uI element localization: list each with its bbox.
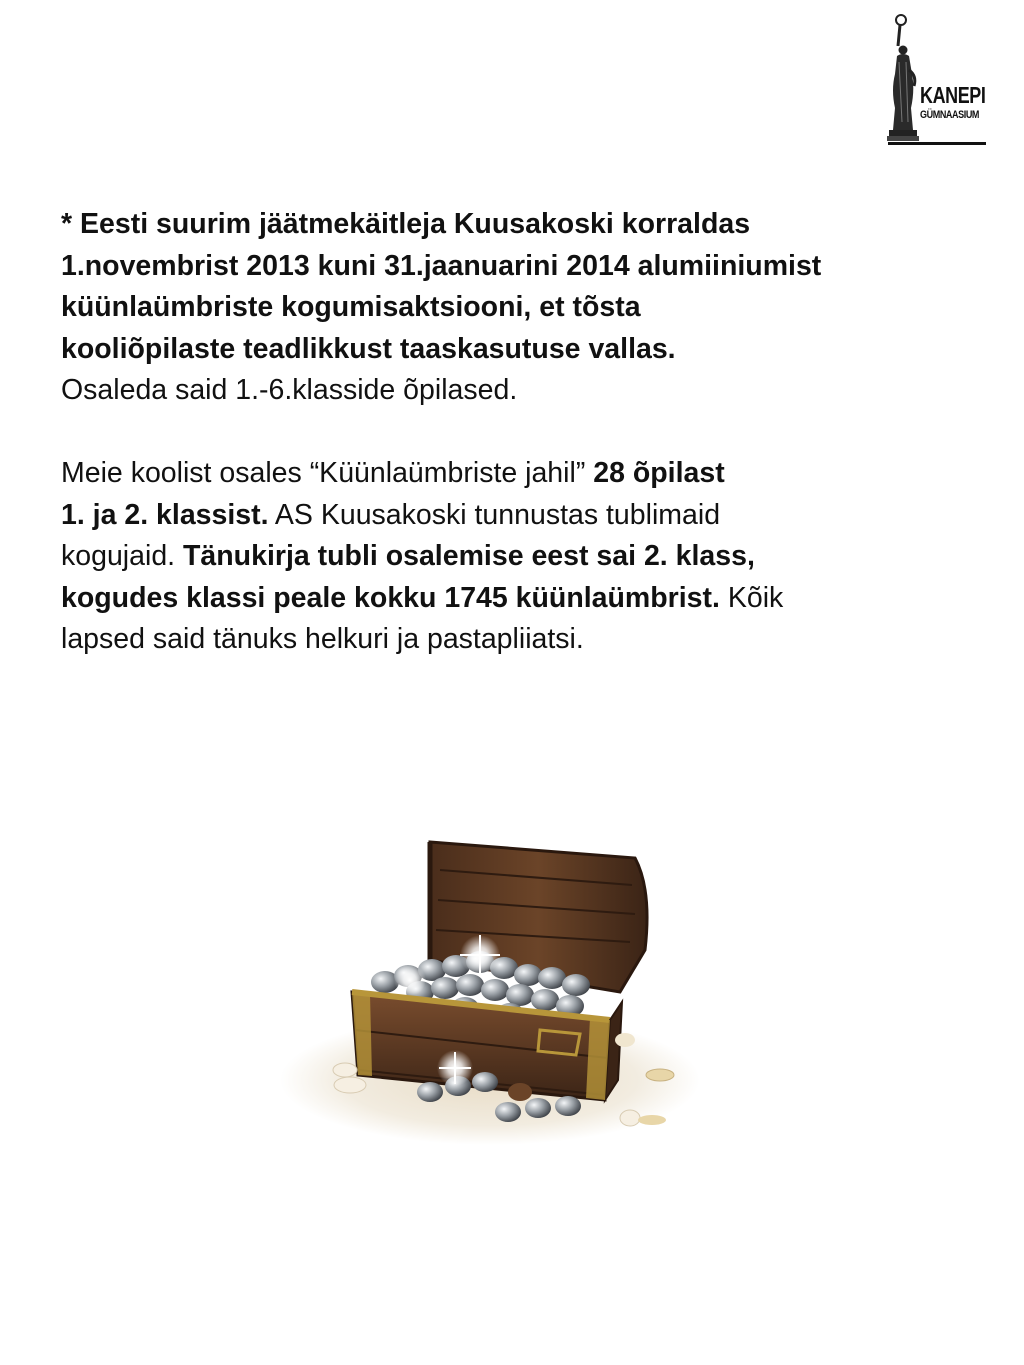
intro-line-3: küünlaümbriste kogumisaktsiooni, et tõsta (61, 291, 641, 323)
paragraph-gap (61, 412, 991, 454)
details-line-5: lapsed said tänuks helkuri ja pastapliiatsi. (61, 623, 584, 655)
intro-line-5: Osaleda said 1.-6.klasside õpilased. (61, 374, 518, 406)
school-logo (884, 12, 994, 148)
treasure-chest-icon (280, 830, 710, 1150)
logo-subtitle: GÜMNAASIUM (920, 109, 980, 121)
details-line-4: kogudes klassi peale kokku 1745 küünlaümbrist. Kõik (61, 581, 784, 614)
article-text (61, 204, 991, 661)
details-line-2: 1. ja 2. klassist. AS Kuusakoski tunnustas tublimaid (61, 498, 721, 531)
intro-line-2: 1.novembrist 2013 kuni 31.jaanuarini 2014 alumiiniumist (61, 249, 822, 282)
intro-line-4: kooliõpilaste teadlikkust taaskasutuse vallas. (61, 332, 676, 365)
details-line-3: kogujaid. Tänukirja tubli osalemise eest sai 2. klass, (61, 540, 755, 572)
details-line-1: Meie koolist osales “Küünlaümbriste jahil” 28 õpilast (61, 457, 725, 489)
statue-icon (884, 12, 924, 148)
intro-line-1: * Eesti suurim jäätmekäitleja Kuusakoski korraldas (61, 208, 751, 240)
logo-underline (888, 142, 986, 145)
logo-name: KANEPI (920, 82, 986, 108)
treasure-chest-illustration (280, 830, 710, 1150)
